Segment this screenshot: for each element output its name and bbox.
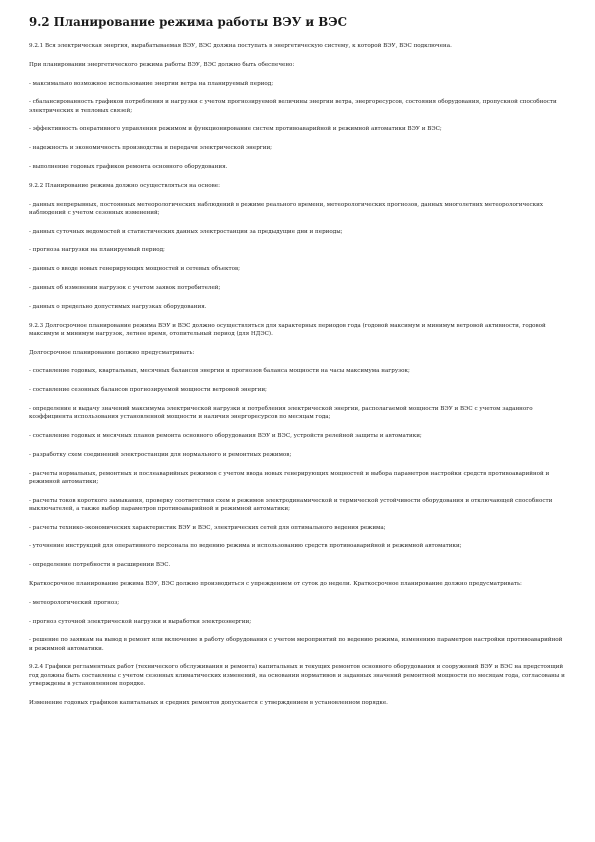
paragraph: 9.2.4 Графики регламентных работ (технического обслуживания и ремонта) капитальных и текущих ремонтов основного оборудования и сооружений ВЭУ и ВЭС на предстоящий год должны быть составлены с учетом сезонных климатических изменений, на основании нормативов и заданных значений ремонтной мощности по месяцам года, согласованы и утверждены в установленном порядке. — [29, 664, 565, 687]
list-item: - надежность и экономичность производства и передачи электрической энергии; — [29, 145, 273, 152]
paragraph: Изменение годовых графиков капитальных и средних ремонтов допускается с утверждением в установленном порядке. — [29, 699, 388, 706]
list-item: - расчеты технико-экономических характеристик ВЭУ и ВЭС, электрических сетей для оптимального ведения режима; — [29, 524, 386, 531]
paragraph: 9.2.3 Долгосрочное планирование режима ВЭУ и ВЭС должно осуществляться для характерных периодов года (годовой максимум и минимум ветровой активности, годовой максимум и минимум нагрузок, летнее время, отопительный период (для НДЭС). — [29, 322, 546, 337]
list-item: - данных об изменении нагрузок с учетом заявок потребителей; — [29, 284, 221, 291]
list-item: - прогноз суточной электрической нагрузки и выработки электроэнергии; — [29, 618, 252, 625]
list-item: - данных о вводе новых генерирующих мощностей и сетевых объектов; — [29, 266, 241, 273]
list-item: - данных о предельно допустимых нагрузках оборудования. — [29, 303, 207, 310]
list-item: - максимально возможное использование энергии ветра на планируемый период; — [29, 80, 274, 87]
paragraph: 9.2.1 Вся электрическая энергия, вырабатываемая ВЭУ, ВЭС должна поступать в энергетическую систему, к которой ВЭУ, ВЭС подключена. — [29, 43, 452, 49]
paragraph: Долгосрочное планирование должно предусматривать: — [29, 349, 195, 356]
list-item: - решение по заявкам на вывод в ремонт или включение в работу оборудования с учетом мероприятий по ведению режима, изменению параметров настройки противоаварийной и режимной автоматики. — [29, 637, 563, 652]
list-item: - расчеты токов короткого замыкания, проверку соответствия схем и режимов электродинамической и термической устойчивости оборудования и отключающей способности выключателей, а также выбор параметров противоаварийной и режимной автоматики; — [29, 497, 553, 512]
document-body — [29, 42, 567, 707]
section-title: 9.2 Планирование режима работы ВЭУ и ВЭС — [29, 15, 347, 29]
paragraph: 9.2.2 Планирование режима должно осуществляться на основе: — [29, 182, 220, 189]
list-item: - данных суточных ведомостей и статистических данных электростанции за предыдущие дни и периоды; — [29, 228, 343, 235]
list-item: - эффективность оперативного управления режимом и функционирование систем противоаварийной и режимной автоматики ВЭУ и ВЭС; — [29, 126, 442, 133]
list-item: - выполнение годовых графиков ремонта основного оборудования. — [29, 163, 228, 170]
paragraph: Краткосрочное планирование режима ВЭУ, ВЭС должно производиться с упреждением от суток до недели. Краткосрочное планирование должно предусматривать: — [29, 580, 522, 587]
list-item: - сбалансированность графиков потребления и нагрузки с учетом прогнозируемой величины энергии ветра, энергоресурсов, состояния оборудования, пропускной способности электрических и тепловых связей; — [29, 99, 557, 114]
list-item: - прогноза нагрузки на планируемый период; — [29, 247, 165, 254]
list-item: - данных непрерывных, постоянных метеорологических наблюдений в режиме реального времени, метеорологических прогнозов, данных многолетних метеорологических наблюдений с учетом сезонных изменений; — [29, 201, 544, 216]
list-item: - расчеты нормальных, ремонтных и послеаварийных режимов с учетом ввода новых генерирующих мощностей и выбора параметров настройки средств противоаварийной и режимной автоматики; — [29, 470, 550, 485]
list-item: - определение и выдачу значений максимума электрической нагрузки и потребления электрической энергии, располагаемой мощности ВЭУ и ВЭС с учетом заданного коэффициента использования установленной мощности и наличия энергоресурсов по месяцам года; — [29, 405, 533, 421]
list-item: - определение потребности в расширении ВЭС. — [29, 562, 171, 569]
list-item: - уточнение инструкций для оперативного персонала по ведению режима и использованию средств противоаварийной и режимной автоматики; — [29, 543, 462, 550]
list-item: - метеорологический прогноз; — [29, 599, 120, 606]
list-item: - составление годовых и месячных планов ремонта основного оборудования ВЭУ и ВЭС, устройств релейной защиты и автоматики; — [29, 432, 422, 439]
paragraph: При планировании энергетического режима работы ВЭУ, ВЭС должно быть обеспечено: — [29, 61, 295, 68]
list-item: - составление годовых, квартальных, месячных балансов энергии и прогнозов баланса мощности на часы максимума нагрузок; — [29, 368, 410, 375]
list-item: - составление сезонных балансов прогнозируемой мощности ветровой энергии; — [29, 387, 267, 394]
list-item: - разработку схем соединений электростанции для нормального и ремонтных режимов; — [29, 451, 292, 458]
